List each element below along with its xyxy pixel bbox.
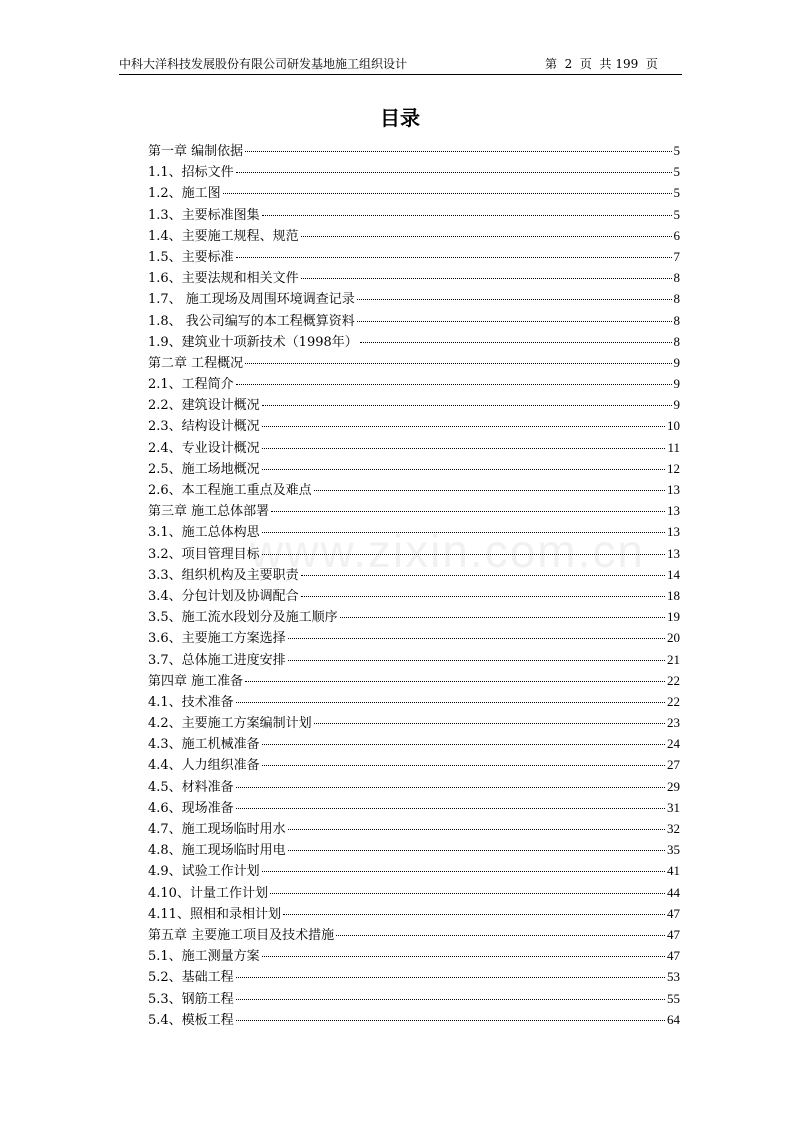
toc-entry-label: 1.7、 施工现场及周围环境调查记录	[148, 292, 355, 308]
toc-entry[interactable]	[148, 776, 680, 797]
toc-entry-label: 3.4、分包计划及协调配合	[148, 588, 299, 604]
dot-leader	[262, 469, 665, 470]
toc-entry-label: 4.5、材料准备	[148, 779, 234, 795]
toc-entry[interactable]	[148, 182, 680, 203]
dot-leader	[245, 151, 671, 152]
toc-entry[interactable]	[148, 839, 680, 860]
dot-leader	[236, 1020, 665, 1021]
toc-entry-label: 第三章 施工总体部署	[148, 504, 270, 520]
toc-entry-label: 1.4、主要施工规程、规范	[148, 228, 299, 244]
toc-entry[interactable]	[148, 924, 680, 945]
watermark: www.zixin.com.cn	[250, 525, 645, 577]
toc-entry-label: 3.1、施工总体构思	[148, 525, 260, 541]
toc-entry-label: 3.5、施工流水段划分及施工顺序	[148, 610, 338, 626]
toc-entry-label: 2.2、建筑设计概况	[148, 398, 260, 414]
toc-entry-page-number: 13	[667, 545, 680, 561]
toc-entry-label: 2.3、结构设计概况	[148, 419, 260, 435]
dot-leader	[288, 829, 665, 830]
toc-entry-page-number: 5	[673, 206, 680, 222]
dot-leader	[271, 511, 665, 512]
dot-leader	[301, 596, 665, 597]
toc-entry[interactable]	[148, 288, 680, 309]
toc-entry-page-number: 9	[673, 354, 680, 370]
toc-entry-page-number: 7	[673, 248, 680, 264]
toc-entry[interactable]	[148, 225, 680, 246]
toc-entry[interactable]	[148, 331, 680, 352]
toc-entry[interactable]	[148, 373, 680, 394]
toc-entry-label: 1.2、施工图	[148, 186, 221, 202]
dot-leader	[360, 342, 672, 343]
toc-entry-page-number: 53	[667, 969, 680, 985]
toc-entry-label: 1.3、主要标准图集	[148, 207, 260, 223]
toc-entry-label: 4.3、施工机械准备	[148, 737, 260, 753]
toc-entry[interactable]	[148, 352, 680, 373]
toc-entry[interactable]	[148, 161, 680, 182]
toc-entry-page-number: 21	[667, 651, 680, 667]
toc-entry-page-number: 41	[667, 863, 680, 879]
dot-leader	[270, 893, 665, 894]
toc-entry-label: 2.5、施工场地概况	[148, 461, 260, 477]
toc-entry[interactable]	[148, 585, 680, 606]
page-title: 目录	[380, 106, 420, 130]
header-page-counter: 第 2 页 共 199 页	[545, 57, 658, 71]
toc-entry-page-number: 13	[667, 524, 680, 540]
toc-entry-page-number: 47	[667, 926, 680, 942]
toc-entry-page-number: 29	[667, 778, 680, 794]
toc-entry[interactable]	[148, 797, 680, 818]
toc-entry[interactable]	[148, 712, 680, 733]
dot-leader	[262, 744, 665, 745]
toc-entry-label: 1.9、建筑业十项新技术（1998年）	[148, 334, 358, 350]
dot-leader	[236, 702, 665, 703]
toc-entry-label: 5.2、基础工程	[148, 970, 234, 986]
toc-entry-label: 5.1、施工测量方案	[148, 949, 260, 965]
dot-leader	[336, 935, 665, 936]
toc-entry-page-number: 5	[673, 143, 680, 158]
toc-entry-page-number: 6	[673, 227, 680, 243]
toc-entry-label: 5.3、钢筋工程	[148, 991, 234, 1007]
toc-entry-page-number: 47	[667, 905, 680, 921]
toc-entry-page-number: 22	[667, 693, 680, 709]
toc-entry-label: 5.4、模板工程	[148, 1012, 234, 1028]
dot-leader	[236, 172, 672, 173]
dot-leader	[301, 575, 665, 576]
toc-entry[interactable]	[148, 500, 680, 521]
dot-leader	[262, 405, 672, 406]
toc-entry[interactable]	[148, 543, 680, 564]
toc-entry[interactable]	[148, 649, 680, 670]
toc-entry-page-number: 8	[673, 291, 680, 307]
dot-leader	[245, 363, 671, 364]
dot-leader	[340, 617, 665, 618]
toc-entry[interactable]	[148, 966, 680, 987]
toc-entry-page-number: 8	[673, 270, 680, 286]
toc-entry[interactable]	[148, 670, 680, 691]
toc-entry[interactable]	[148, 691, 680, 712]
toc-entry-page-number: 47	[667, 948, 680, 964]
toc-entry-page-number: 14	[667, 566, 680, 582]
toc-entry[interactable]	[148, 564, 680, 585]
toc-entry[interactable]	[148, 882, 680, 903]
toc-entry-label: 2.1、工程简介	[148, 377, 234, 393]
toc-entry-label: 2.6、本工程施工重点及难点	[148, 483, 312, 498]
toc-entry[interactable]	[148, 754, 680, 775]
toc-entry-page-number: 11	[667, 439, 680, 455]
toc-entry-page-number: 64	[667, 1011, 680, 1027]
dot-leader	[262, 426, 665, 427]
dot-leader	[236, 808, 665, 809]
table-of-contents	[148, 140, 680, 1030]
toc-entry[interactable]	[148, 860, 680, 881]
toc-entry[interactable]	[148, 246, 680, 267]
toc-entry[interactable]	[148, 818, 680, 839]
toc-entry[interactable]	[148, 267, 680, 288]
dot-leader	[262, 448, 666, 449]
dot-leader	[301, 278, 672, 279]
toc-entry-label: 4.4、人力组织准备	[148, 758, 260, 774]
toc-entry[interactable]	[148, 733, 680, 754]
toc-entry[interactable]	[148, 140, 680, 161]
running-header	[119, 56, 682, 75]
toc-entry[interactable]	[148, 458, 680, 479]
dot-leader	[357, 321, 672, 322]
toc-entry-label: 1.5、主要标准	[148, 249, 234, 265]
dot-leader	[262, 956, 665, 957]
dot-leader	[262, 215, 672, 216]
toc-entry[interactable]	[148, 988, 680, 1009]
toc-entry-page-number: 9	[673, 376, 680, 392]
dot-leader	[236, 787, 665, 788]
toc-entry-label: 4.1、技术准备	[148, 694, 234, 710]
toc-entry-label: 第二章 工程概况	[148, 355, 244, 371]
toc-entry-page-number: 9	[673, 397, 680, 413]
toc-entry-page-number: 27	[667, 757, 680, 773]
toc-entry[interactable]	[148, 627, 680, 648]
toc-entry-page-number: 35	[667, 842, 680, 858]
toc-entry-label: 第五章 主要施工项目及技术措施	[148, 927, 335, 943]
toc-entry-page-number: 8	[673, 312, 680, 328]
toc-entry-label: 4.2、主要施工方案编制计划	[148, 716, 312, 732]
toc-entry-page-number: 12	[667, 460, 680, 476]
toc-entry[interactable]	[148, 606, 680, 627]
toc-entry-page-number: 55	[667, 990, 680, 1006]
toc-entry-page-number: 20	[667, 630, 680, 646]
toc-entry-page-number: 13	[667, 503, 680, 519]
toc-entry-page-number: 32	[667, 821, 680, 836]
toc-entry-label: 3.3、组织机构及主要职责	[148, 567, 299, 583]
toc-entry-page-number: 19	[667, 609, 680, 625]
toc-entry-label: 4.7、施工现场临时用水	[148, 822, 286, 837]
toc-entry-label: 3.7、总体施工进度安排	[148, 652, 286, 668]
toc-entry-page-number: 23	[667, 715, 680, 731]
toc-entry-page-number: 22	[667, 672, 680, 688]
dot-leader	[236, 977, 665, 978]
toc-entry-label: 1.1、招标文件	[148, 165, 234, 181]
toc-entry-page-number: 5	[673, 164, 680, 180]
dot-leader	[262, 532, 665, 533]
toc-entry-page-number: 31	[667, 799, 680, 815]
dot-leader	[283, 914, 665, 915]
dot-leader	[236, 999, 665, 1000]
dot-leader	[301, 236, 672, 237]
toc-entry-page-number: 10	[667, 418, 680, 434]
toc-entry[interactable]	[148, 437, 680, 458]
toc-entry-label: 3.2、项目管理目标	[148, 546, 260, 562]
toc-entry-label: 4.10、计量工作计划	[148, 885, 268, 901]
toc-entry[interactable]	[148, 310, 680, 331]
header-document-title: 中科大洋科技发展股份有限公司研发基地施工组织设计	[119, 57, 408, 71]
toc-entry-label: 2.4、专业设计概况	[148, 440, 260, 456]
toc-entry[interactable]	[148, 204, 680, 225]
dot-leader	[314, 723, 665, 724]
toc-entry[interactable]	[148, 415, 680, 436]
toc-entry-label: 1.6、主要法规和相关文件	[148, 271, 299, 287]
dot-leader	[262, 871, 665, 872]
toc-entry-label: 4.8、施工现场临时用电	[148, 843, 286, 859]
toc-entry-page-number: 8	[673, 333, 680, 349]
dot-leader	[236, 257, 672, 258]
toc-entry-page-number: 5	[673, 185, 680, 201]
toc-entry-label: 1.8、 我公司编写的本工程概算资料	[148, 313, 355, 329]
dot-leader	[223, 193, 672, 194]
dot-leader	[288, 660, 665, 661]
toc-entry[interactable]	[148, 394, 680, 415]
toc-entry-page-number: 13	[667, 482, 680, 497]
dot-leader	[314, 490, 665, 491]
toc-entry-label: 4.9、试验工作计划	[148, 864, 260, 880]
dot-leader	[288, 850, 665, 851]
toc-entry-page-number: 24	[667, 736, 680, 752]
toc-entry[interactable]	[148, 945, 680, 966]
toc-entry[interactable]	[148, 903, 680, 924]
toc-entry-label: 第四章 施工准备	[148, 673, 244, 689]
toc-entry-page-number: 18	[667, 587, 680, 603]
toc-entry-label: 4.11、照相和录相计划	[148, 906, 281, 922]
dot-leader	[357, 299, 672, 300]
dot-leader	[288, 638, 665, 639]
dot-leader	[245, 681, 665, 682]
dot-leader	[262, 554, 665, 555]
toc-entry-page-number: 44	[667, 884, 680, 900]
toc-entry-label: 第一章 编制依据	[148, 144, 244, 159]
toc-entry[interactable]	[148, 521, 680, 542]
toc-entry[interactable]	[148, 1009, 680, 1030]
toc-entry[interactable]	[148, 479, 680, 500]
toc-entry-label: 3.6、主要施工方案选择	[148, 631, 286, 647]
dot-leader	[262, 765, 665, 766]
dot-leader	[236, 384, 672, 385]
toc-entry-label: 4.6、现场准备	[148, 800, 234, 816]
